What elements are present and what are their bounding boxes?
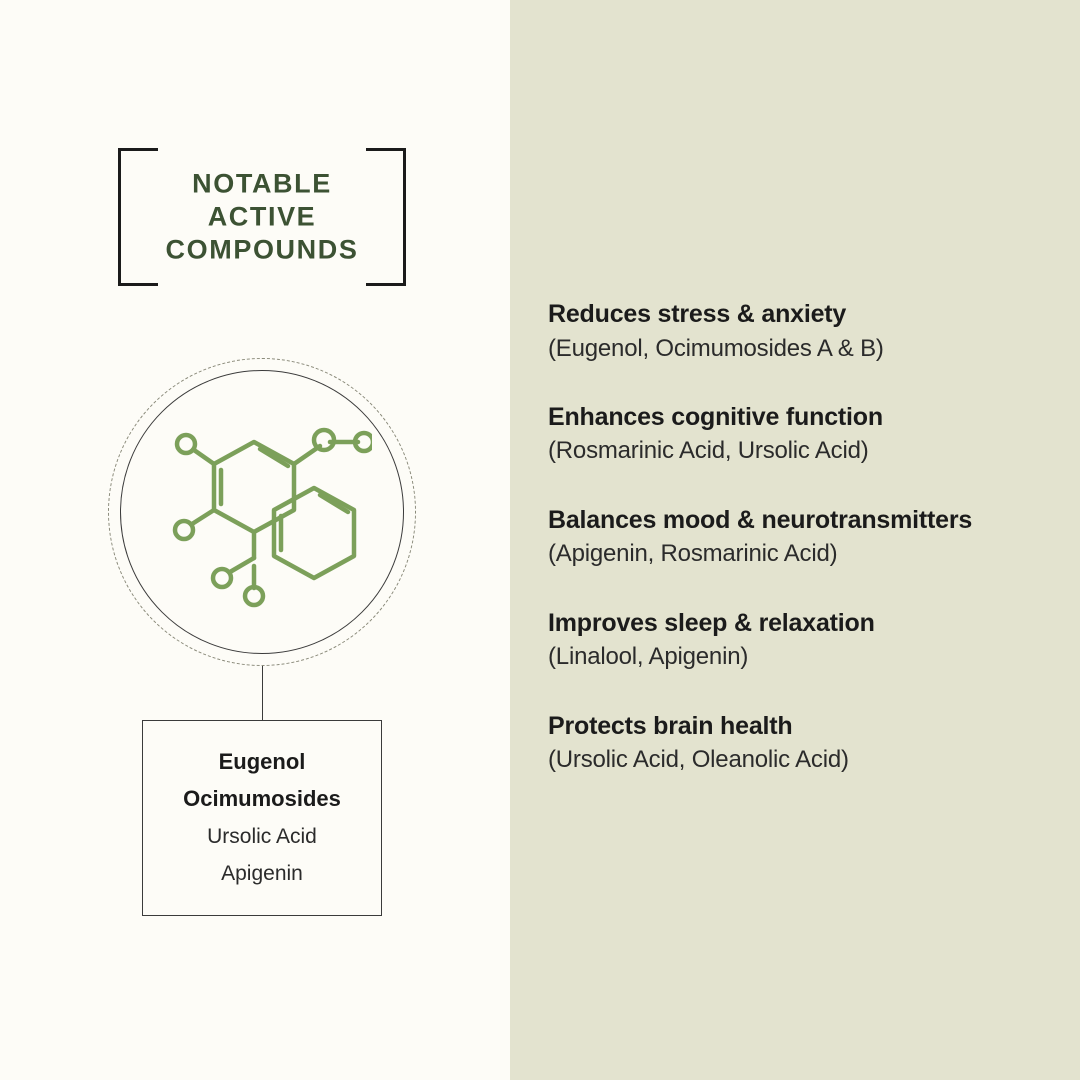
heading-line-2: ACTIVE — [207, 201, 317, 232]
benefit-compounds: (Rosmarinic Acid, Ursolic Acid) — [548, 437, 869, 465]
heading-text — [118, 168, 406, 267]
benefit-compounds: (Apigenin, Rosmarinic Acid) — [548, 540, 838, 568]
benefit-title: Protects brain health — [548, 711, 793, 740]
list-item — [548, 504, 1048, 571]
compound-primary-2: Ocimumosides — [183, 786, 341, 812]
molecule-icon — [152, 406, 372, 616]
heading-line-3: COMPOUNDS — [165, 234, 359, 265]
benefit-compounds: (Ursolic Acid, Oleanolic Acid) — [548, 746, 849, 774]
list-item — [548, 298, 1048, 365]
benefit-compounds: (Eugenol, Ocimumosides A & B) — [548, 334, 884, 362]
benefit-title: Improves sleep & relaxation — [548, 608, 875, 637]
benefit-compounds: (Linalool, Apigenin) — [548, 643, 749, 671]
list-item — [548, 710, 1048, 777]
page-title — [118, 148, 406, 286]
benefits-panel — [510, 0, 1080, 1080]
benefits-list — [548, 298, 1048, 776]
benefit-title: Balances mood & neurotransmitters — [548, 505, 973, 534]
compound-secondary-1: Ursolic Acid — [207, 824, 317, 848]
benefit-title: Enhances cognitive function — [548, 402, 883, 431]
benefit-title: Reduces stress & anxiety — [548, 300, 847, 328]
compound-card — [142, 720, 382, 916]
list-item — [548, 401, 1048, 468]
heading-line-1: NOTABLE — [192, 168, 332, 199]
compound-secondary-2: Apigenin — [221, 862, 303, 886]
connector-line — [262, 666, 263, 720]
list-item — [548, 607, 1048, 674]
compound-primary-1: Eugenol — [218, 748, 306, 774]
molecule-emblem — [108, 358, 416, 666]
